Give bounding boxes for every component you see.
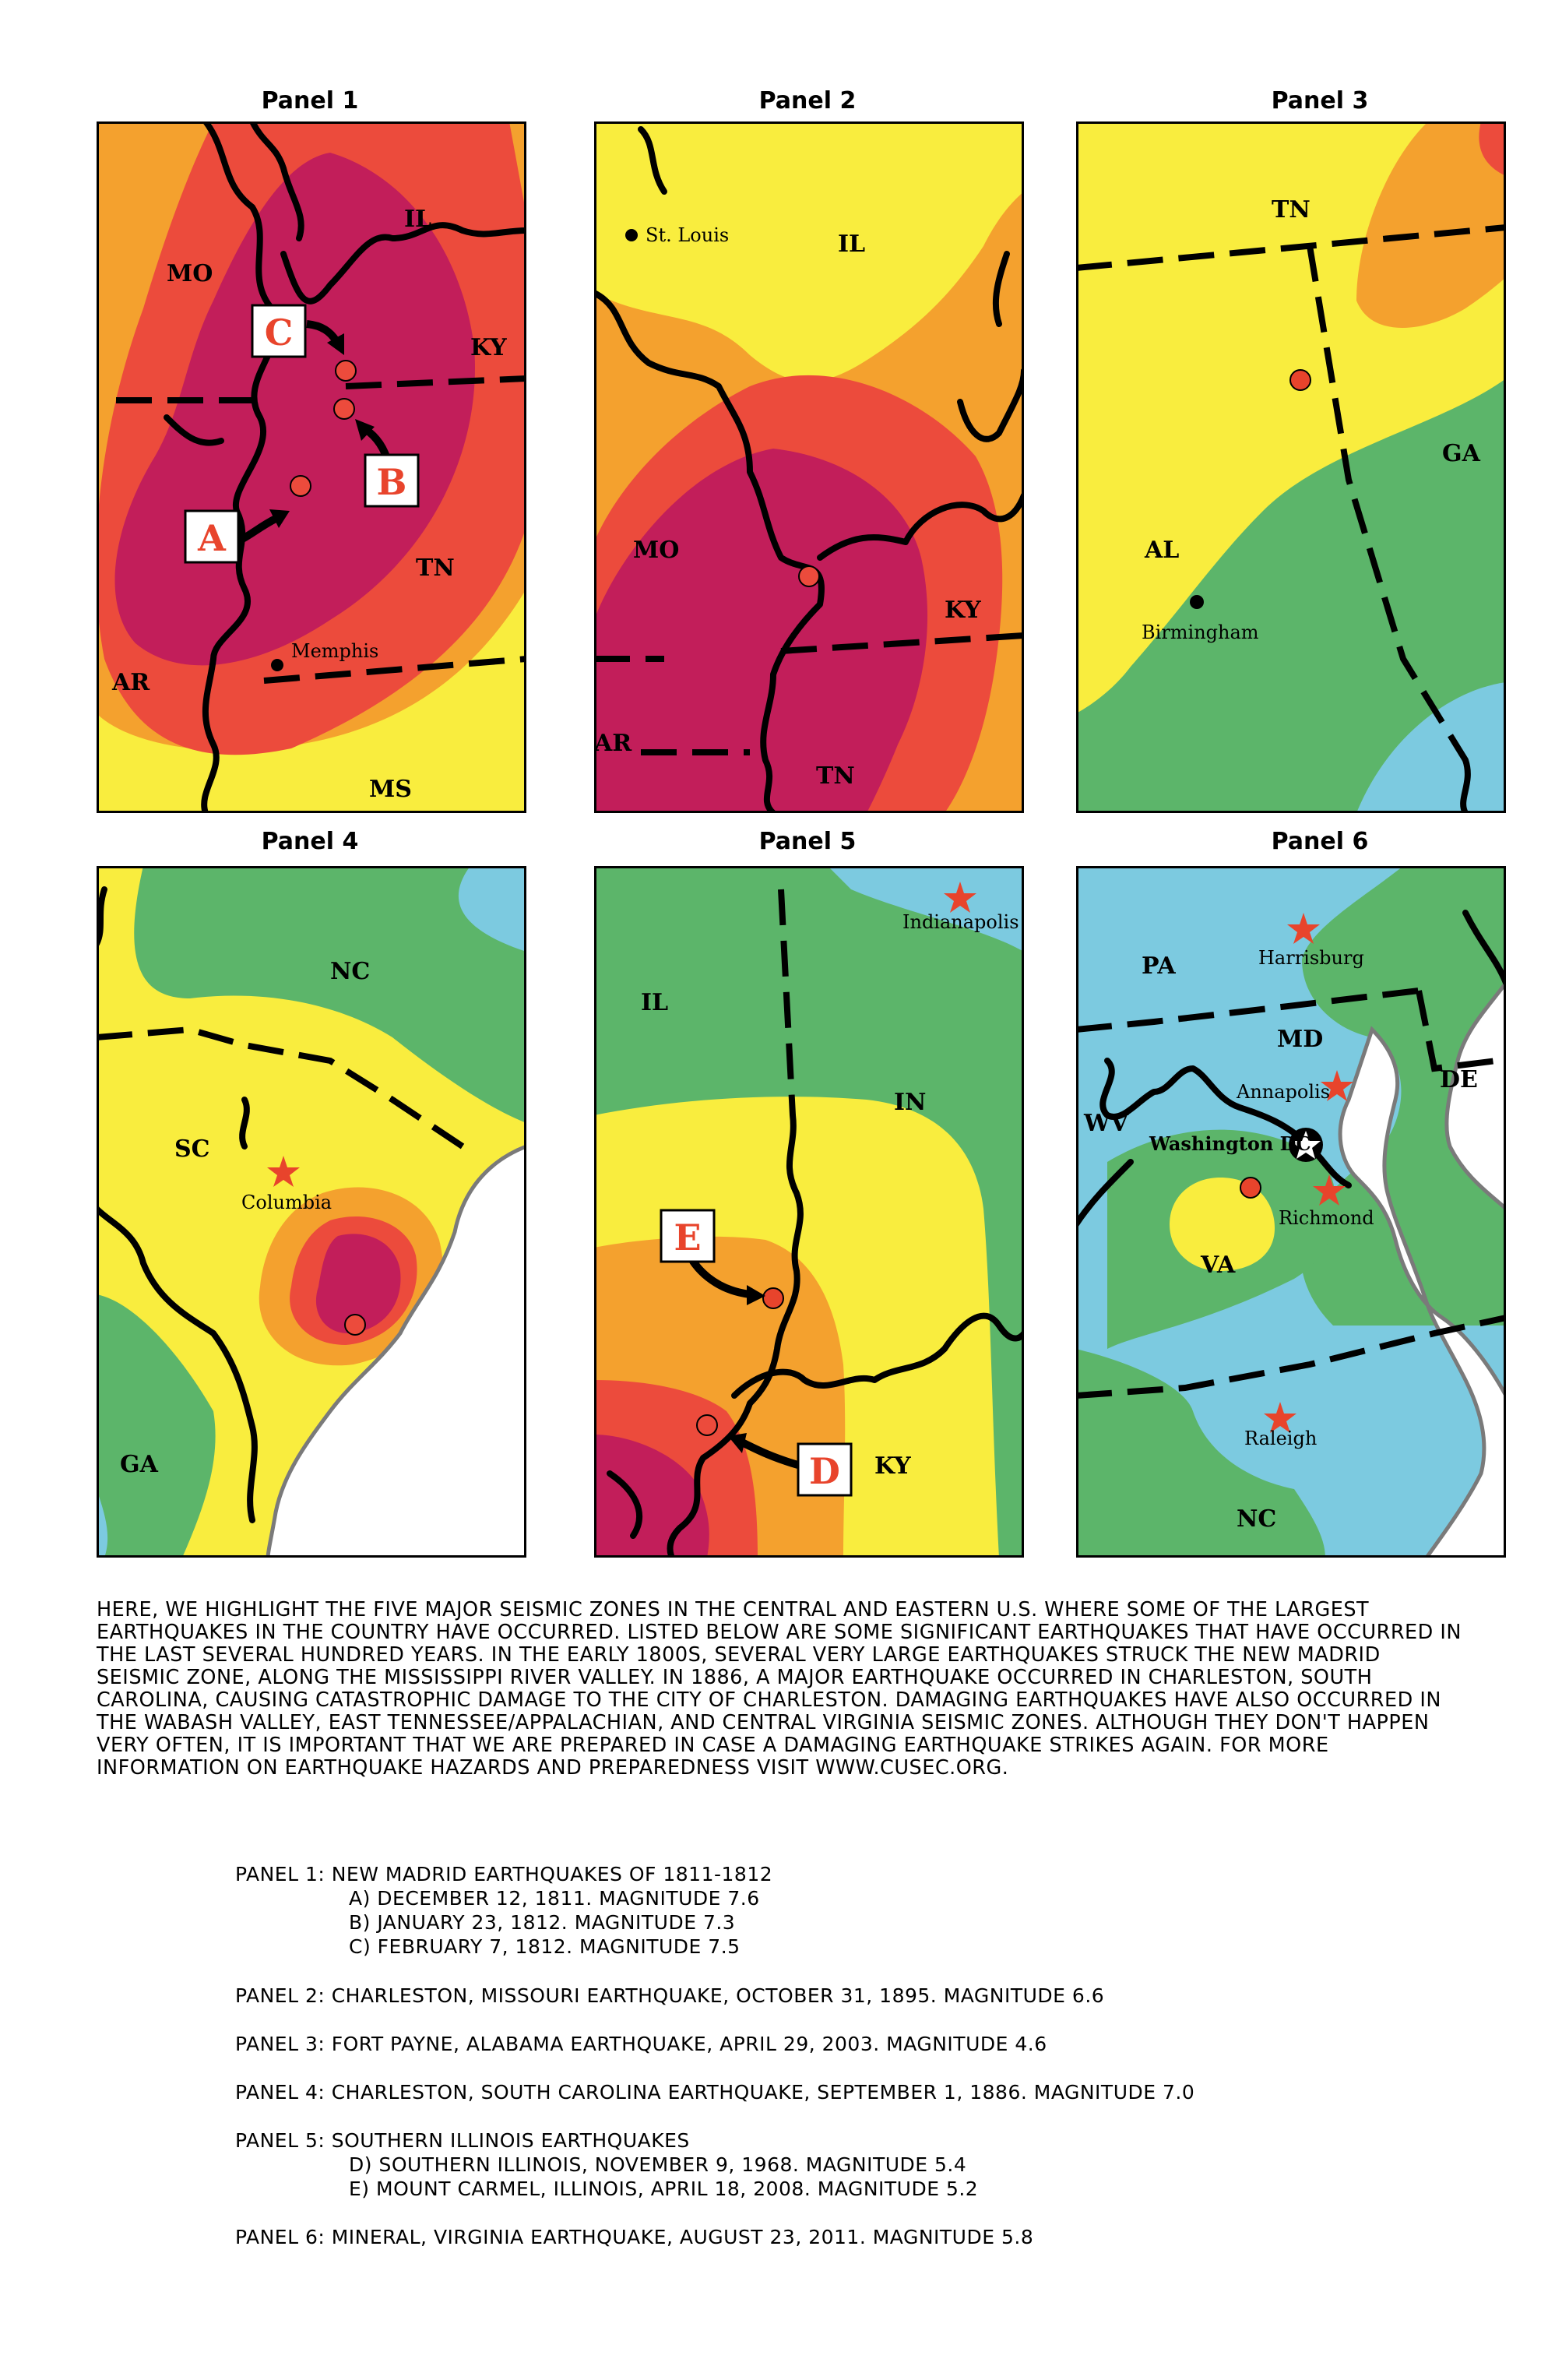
state-label-mo: MO [167, 260, 213, 287]
state-label-mo: MO [633, 537, 680, 564]
state-label-ar: AR [594, 730, 632, 757]
quake-entry-panel-3 [235, 2032, 1047, 2056]
panel-6-title: Panel 6 [1271, 828, 1369, 855]
state-label-ga: GA [1442, 440, 1480, 467]
state-label-tn: TN [416, 555, 455, 582]
panel-2-map [594, 121, 1024, 813]
quake-entry-panel-6 [235, 2225, 1033, 2249]
description-paragraph: HERE, WE HIGHLIGHT THE FIVE MAJOR SEISMIC ZONES IN THE CENTRAL AND EASTERN U.S. WHERE SOME OF THE LARGEST EARTHQUAKES IN THE COUNTRY HAVE OCCURRED. LISTED BELOW ARE SOME SIGNIFICANT EARTHQUAKES THAT HAVE OCCURRED IN THE LAST SEVERAL HUNDRED YEARS. IN THE EARLY 1800S, SEVERAL VERY LARGE EARTHQUAKES STRUCK THE NEW MADRID SEISMIC ZONE, ALONG THE MISSISSIPPI RIVER VALLEY. IN 1886, A MAJOR EARTHQUAKE OCCURRED IN CHARLESTON, SOUTH CAROLINA, CAUSING CATASTROPHIC DAMAGE TO THE CITY OF CHARLESTON. DAMAGING EARTHQUAKES HAVE ALSO OCCURRED IN THE WABASH VALLEY, EAST TENNESSEE/APPALACHIAN, AND CENTRAL VIRGINIA SEISMIC ZONES. ALTHOUGH THEY DON'T HAPPEN VERY OFTEN, IT IS IMPORTANT THAT WE ARE PREPARED IN CASE A DAMAGING EARTHQUAKE STRIKES AGAIN. FOR MORE INFORMATION ON EARTHQUAKE HAZARDS AND PREPAREDNESS VISIT WWW.CUSEC.ORG. [97, 1598, 1462, 1780]
state-label-il: IL [838, 231, 866, 258]
label-b: B [376, 461, 407, 503]
quake-sub-b: B) JANUARY 23, 1812. MAGNITUDE 7.3 [349, 1911, 736, 1934]
annapolis-label: Annapolis [1237, 1081, 1331, 1103]
label-d: D [809, 1450, 840, 1492]
epicenter [345, 1315, 365, 1335]
state-label-va: VA [1201, 1252, 1236, 1279]
epicenter-d [697, 1415, 717, 1435]
columbia-label: Columbia [241, 1192, 332, 1213]
label-e: E [674, 1216, 702, 1259]
quake-sub-a: A) DECEMBER 12, 1811. MAGNITUDE 7.6 [349, 1887, 760, 1910]
indianapolis-label: Indianapolis [902, 911, 1019, 933]
state-label-tn: TN [1272, 196, 1311, 224]
state-label-ga: GA [120, 1451, 158, 1478]
raleigh-label: Raleigh [1244, 1428, 1318, 1449]
panel-2-title: Panel 2 [758, 87, 857, 114]
state-label-nc: NC [330, 958, 371, 985]
epicenter [1290, 370, 1311, 390]
quake-sub-e: E) MOUNT CARMEL, ILLINOIS, APRIL 18, 2008. MAGNITUDE 5.2 [349, 2178, 979, 2200]
state-label-al: AL [1145, 537, 1180, 564]
quake-line: PANEL 3: FORT PAYNE, ALABAMA EARTHQUAKE, APRIL 29, 2003. MAGNITUDE 4.6 [235, 2033, 1047, 2055]
epicenter-b [334, 399, 354, 419]
quake-line: PANEL 1: NEW MADRID EARTHQUAKES OF 1811-1812 [235, 1863, 773, 1885]
st-louis-dot [625, 229, 638, 241]
quake-entry-panel-4 [235, 2080, 1194, 2104]
epicenter [799, 566, 819, 586]
panel-1-map [97, 121, 526, 813]
state-label-ky: KY [945, 597, 981, 624]
quake-line: PANEL 4: CHARLESTON, SOUTH CAROLINA EARTHQUAKE, SEPTEMBER 1, 1886. MAGNITUDE 7.0 [235, 2081, 1195, 2104]
birmingham-dot [1190, 595, 1204, 609]
state-label-in: IN [894, 1089, 927, 1116]
state-label-ky: KY [874, 1452, 911, 1480]
epicenter [1240, 1178, 1261, 1198]
label-c: C [264, 312, 294, 354]
state-label-de: DE [1440, 1066, 1478, 1093]
quake-entry-panel-2 [235, 1984, 1104, 2008]
quake-line: PANEL 5: SOUTHERN ILLINOIS EARTHQUAKES [235, 2129, 690, 2152]
quake-entry-panel-1 [235, 1862, 772, 1959]
state-label-nc: NC [1237, 1505, 1277, 1533]
state-label-il: IL [641, 989, 669, 1016]
label-a: A [198, 517, 226, 559]
state-label-sc: SC [174, 1135, 210, 1163]
state-label-ms: MS [369, 776, 412, 803]
panel-4-title: Panel 4 [261, 828, 359, 855]
quake-line: PANEL 2: CHARLESTON, MISSOURI EARTHQUAKE, OCTOBER 31, 1895. MAGNITUDE 6.6 [235, 1984, 1105, 2007]
panel-3-map [1076, 121, 1506, 813]
harrisburg-label: Harrisburg [1258, 947, 1364, 969]
quake-sub-d: D) SOUTHERN ILLINOIS, NOVEMBER 9, 1968. MAGNITUDE 5.4 [349, 2153, 967, 2176]
panel-5-title: Panel 5 [758, 828, 857, 855]
panel-3-title: Panel 3 [1271, 87, 1369, 114]
quake-entry-panel-5 [235, 2128, 978, 2201]
epicenter-c [336, 361, 356, 381]
memphis-label: Memphis [291, 640, 379, 662]
state-label-il: IL [404, 206, 432, 233]
memphis-dot [271, 659, 283, 671]
panel-4-map [97, 866, 526, 1558]
state-label-pa: PA [1142, 952, 1176, 980]
quake-sub-c: C) FEBRUARY 7, 1812. MAGNITUDE 7.5 [349, 1935, 741, 1958]
panel-6-map [1076, 866, 1506, 1558]
epicenter-a [290, 476, 311, 496]
panel-5-map [594, 866, 1024, 1558]
birmingham-label: Birmingham [1142, 621, 1259, 643]
washington-dc-label: Washington DC [1149, 1132, 1311, 1155]
state-label-tn: TN [816, 762, 855, 790]
epicenter-e [763, 1288, 783, 1308]
quake-line: PANEL 6: MINERAL, VIRGINIA EARTHQUAKE, AUGUST 23, 2011. MAGNITUDE 5.8 [235, 2226, 1034, 2248]
state-label-ky: KY [470, 334, 507, 361]
st-louis-label: St. Louis [646, 224, 730, 246]
richmond-label: Richmond [1279, 1207, 1374, 1229]
state-label-md: MD [1277, 1026, 1324, 1053]
state-label-ar: AR [112, 669, 150, 696]
panel-1-title: Panel 1 [261, 87, 359, 114]
state-label-wv: WV [1084, 1110, 1128, 1137]
